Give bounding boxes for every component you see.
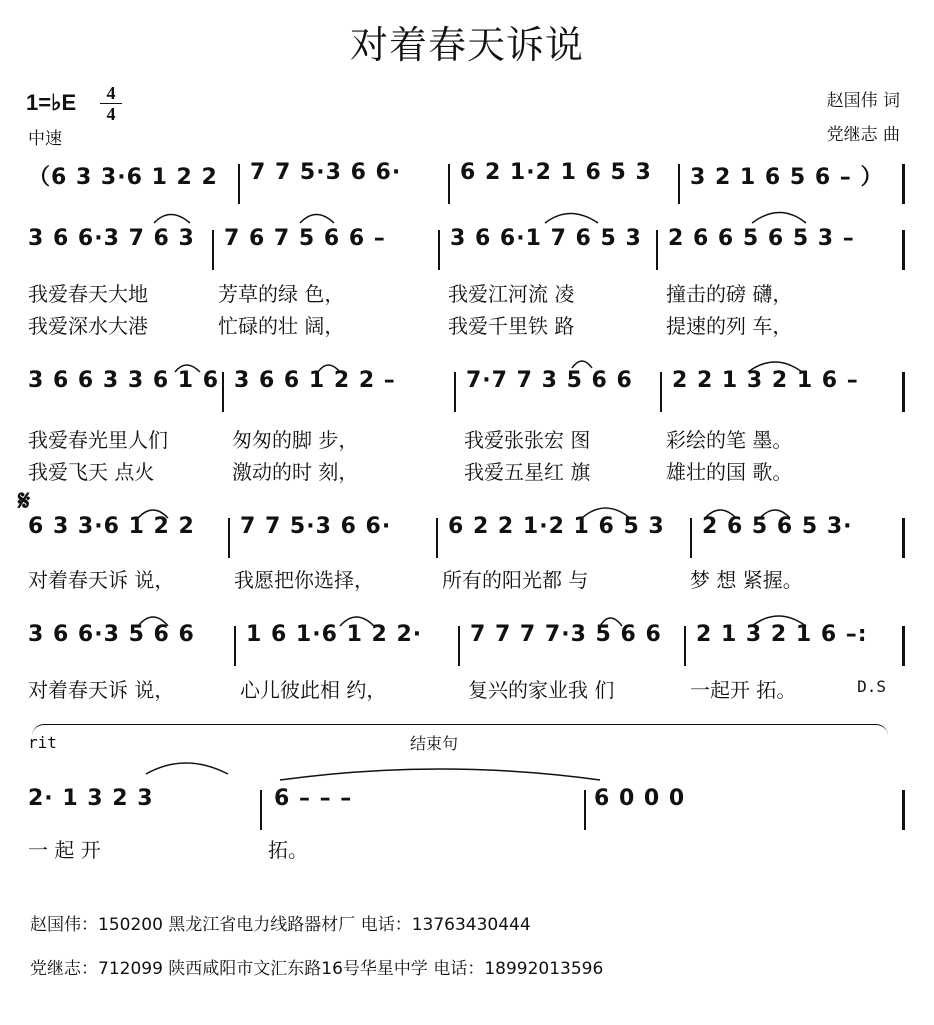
measure: （6 3 3·6 1 2 2	[28, 165, 218, 190]
measure: 3 6 6·3 7 6 3	[28, 226, 195, 251]
lyric-phrase: 拓。	[268, 838, 308, 862]
measure: 7 7 5·3 6 6·	[240, 514, 392, 539]
measure: 3 6 6 1 2 2 –	[234, 368, 396, 393]
lyric-phrase: 我爱飞天 点火	[28, 460, 155, 484]
lyric-phrase: 提速的列 车，	[666, 314, 793, 338]
measure: 6 2 2 1·2 1 6 5 3	[448, 514, 665, 539]
lyric-phrase: 复兴的家业我 们	[468, 678, 615, 702]
measure: 6 2 1·2 1 6 5 3	[460, 160, 652, 185]
measure: 2 6 5 6 5 3·	[702, 514, 853, 539]
measure: 7 7 7 7·3 5 6 6	[470, 622, 662, 647]
notes-row-6	[28, 786, 908, 826]
measure: 2 2 1 3 2 1 6 –	[672, 368, 859, 393]
measure: 7 6 7 5 6 6 –	[224, 226, 386, 251]
measure: 1 6 1·6 1 2 2·	[246, 622, 423, 647]
ritardando-marking: rit	[28, 733, 57, 752]
lyric-phrase: 对着春天诉 说，	[28, 678, 175, 702]
lyric-phrase: 雄壮的国 歌。	[666, 460, 793, 484]
lyric-phrase: 激动的时 刻，	[232, 460, 359, 484]
notes-row-5	[28, 622, 908, 662]
lyric-phrase: 对着春天诉 说，	[28, 568, 175, 592]
slur	[300, 215, 334, 224]
ending-bracket	[32, 724, 888, 739]
time-signature-bottom: 4	[106, 104, 116, 124]
measure: 6 0 0 0	[594, 786, 686, 811]
measure: 2 6 6 5 6 5 3 –	[668, 226, 855, 251]
measure: 3 2 1 6 5 6 – ）	[690, 165, 884, 190]
time-signature-top: 4	[106, 83, 116, 103]
lyric-phrase: 心儿彼此相 约，	[240, 678, 387, 702]
key-signature: 1=♭E	[26, 90, 77, 115]
lyric-phrase: 我爱江河流 凌	[448, 282, 575, 306]
measure: 2· 1 3 2 3	[28, 786, 154, 811]
measure: 7 7 5·3 6 6·	[250, 160, 402, 185]
lyricist-credit: 赵国伟 词	[826, 91, 900, 111]
lyric-phrase: 芳草的绿 色，	[218, 282, 345, 306]
time-signature	[100, 84, 122, 123]
lyric-phrase: 撞击的磅 礴，	[666, 282, 793, 306]
lyric-phrase: 我爱深水大港	[28, 314, 148, 338]
song-title: 对着春天诉说	[349, 23, 584, 67]
lyric-phrase: 梦 想 紧握。	[690, 568, 803, 592]
measure: 6 – – –	[274, 786, 353, 811]
lyricist-contact: 赵国伟：150200 黑龙江省电力线路器材厂 电话：13763430444	[30, 915, 531, 935]
measure: 6 3 3·6 1 2 2	[28, 514, 195, 539]
dal-segno-marking: D.S	[857, 677, 886, 696]
notes-row-4	[28, 514, 908, 554]
lyric-phrase: 彩绘的笔 墨。	[666, 428, 793, 452]
ending-label: 结束句	[410, 734, 459, 753]
measure: 3 6 6·1 7 6 5 3	[450, 226, 642, 251]
slur	[154, 215, 190, 224]
lyric-phrase: 我爱千里铁 路	[448, 314, 575, 338]
slur	[545, 214, 598, 224]
notes-row-3	[28, 368, 908, 408]
lyric-phrase: 一 起 开	[28, 838, 101, 862]
tempo-marking: 中速	[28, 129, 62, 149]
measure: 3 6 6 3 3 6 1 6	[28, 368, 220, 393]
measure: 7·7 7 3 5 6 6	[466, 368, 633, 393]
notes-row-2	[28, 226, 908, 266]
lyric-phrase: 忙碌的壮 阔，	[218, 314, 345, 338]
lyric-phrase: 所有的阳光都 与	[442, 568, 589, 592]
lyric-phrase: 我爱张张宏 图	[464, 428, 591, 452]
lyric-phrase: 我爱春天大地	[28, 282, 148, 306]
measure: 3 6 6·3 5 6 6	[28, 622, 195, 647]
lyric-phrase: 匆匆的脚 步，	[232, 428, 359, 452]
lyric-phrase: 我爱春光里人们	[28, 428, 168, 452]
lyric-phrase: 一起开 拓。	[690, 678, 797, 702]
slur	[752, 213, 806, 224]
segno-sign: 𝄋	[18, 484, 31, 517]
notes-row-1	[28, 160, 908, 200]
measure: 2 1 3 2 1 6 –:	[696, 622, 868, 647]
lyric-phrase: 我爱五星红 旗	[464, 460, 591, 484]
composer-credit: 党继志 曲	[826, 125, 900, 145]
composer-contact: 党继志：712099 陕西咸阳市文汇东路16号华星中学 电话：18992013596	[30, 959, 604, 979]
lyric-phrase: 我愿把你选择，	[234, 568, 374, 592]
